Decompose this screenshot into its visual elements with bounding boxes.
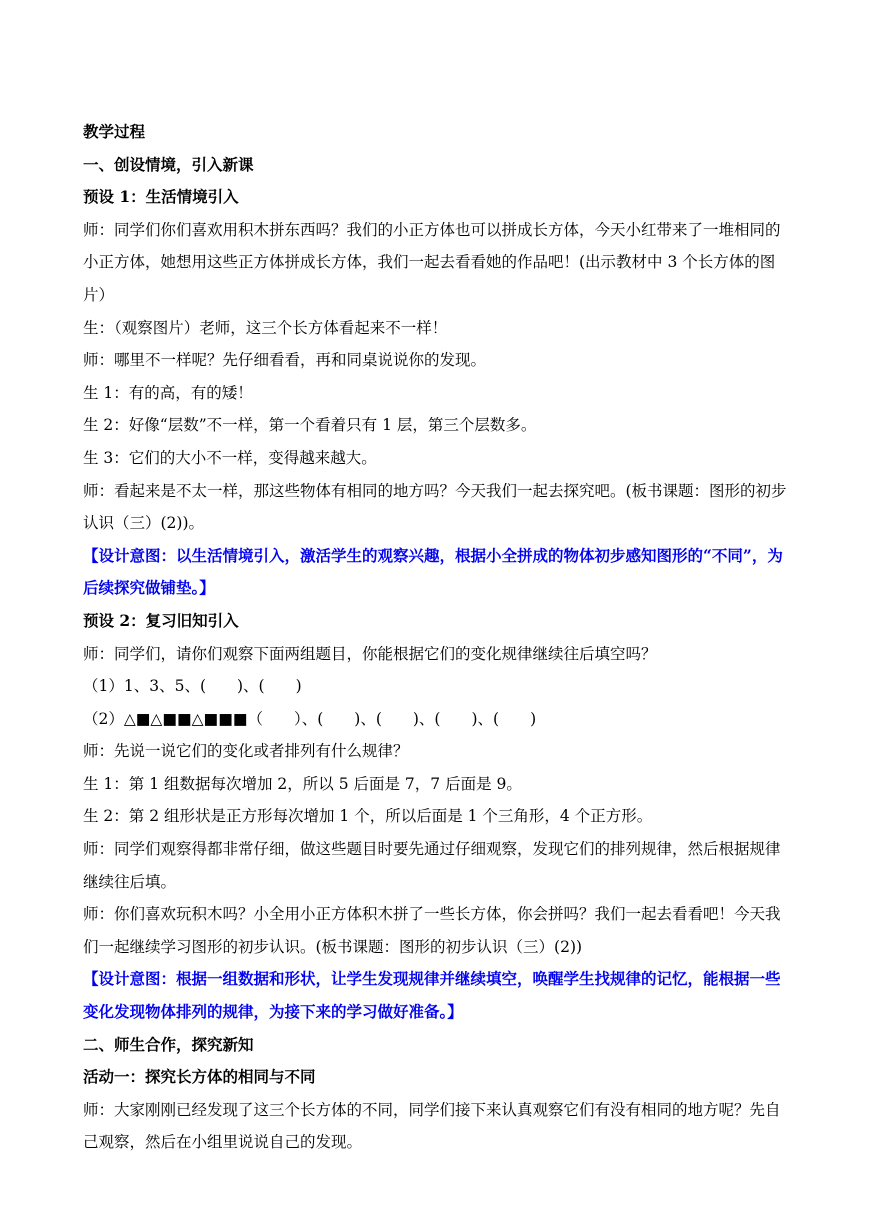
paragraph: 师：你们喜欢玩积木吗？小全用小正方体积木拼了一些长方体，你会拼吗？我们一起去看看吧！今天我们一起继续学习图形的初步认识。(板书课题：图形的初步认识（三）(2))	[83, 905, 781, 956]
activity-heading: 活动一：探究长方体的相同与不同	[83, 1067, 316, 1087]
paragraph: 生 2：第 2 组形状是正方形每次增加 1 个，所以后面是 1 个三角形，4 个正方形。	[83, 807, 653, 826]
subheading-preset-2: 预设 2：复习旧知引入	[83, 610, 239, 630]
section-title: 教学过程	[83, 122, 146, 141]
paragraph: 师：同学们观察得都非常仔细，做这些题目时要先通过仔细观察，发现它们的排列规律，然后根据规律继续往后填。	[83, 840, 781, 891]
design-intent-note: 【设计意图：根据一组数据和形状，让学生发现规律并继续填空，唤醒学生找规律的记忆，能根据一些变化发现物体排列的规律，为接下来的学习做好准备。】	[83, 969, 781, 1022]
document-body	[83, 116, 788, 1159]
paragraph: 生：（观察图片）老师，这三个长方体看起来不一样！	[83, 318, 448, 337]
paragraph: 生 1：有的高，有的矮！	[83, 383, 253, 402]
design-intent-note: 【设计意图：以生活情境引入，激活学生的观察兴趣，根据小全拼成的物体初步感知图形的“不同”，为后续探究做铺垫。】	[83, 545, 783, 598]
paragraph: 生 1：第 1 组数据每次增加 2，所以 5 后面是 7，7 后面是 9。	[83, 774, 522, 793]
paragraph: 师：同学们，请你们观察下面两组题目，你能根据它们的变化规律继续往后填空吗？	[83, 644, 657, 663]
exercise-item-1: （1）1、3、5、( )、( )	[83, 677, 302, 696]
paragraph: 师：哪里不一样呢？先仔细看看，再和同桌说说你的发现。	[83, 351, 487, 370]
paragraph: 师：大家刚刚已经发现了这三个长方体的不同，同学们接下来认真观察它们有没有相同的地方呢？先自己观察，然后在小组里说说自己的发现。	[83, 1100, 781, 1152]
section-heading-2: 二、师生合作，探究新知	[83, 1034, 254, 1054]
paragraph: 生 3：它们的大小不一样，变得越来越大。	[83, 448, 377, 467]
subheading-preset-1: 预设 1：生活情境引入	[83, 187, 239, 207]
paragraph: 师：看起来是不太一样，那这些物体有相同的地方吗？今天我们一起去探究吧。(板书课题：图形的初步认识（三）(2))。	[83, 481, 787, 533]
paragraph: 师：同学们你们喜欢用积木拼东西吗？我们的小正方体也可以拼成长方体，今天小红带来了一堆相同的小正方体，她想用这些正方体拼成长方体，我们一起去看看她的作品吧！(出示教材中 3 个长方体的图片）	[83, 220, 781, 304]
paragraph: 生 2：好像“层数”不一样，第一个看着只有 1 层，第三个层数多。	[83, 416, 537, 435]
section-heading-1: 一、创设情境，引入新课	[83, 154, 254, 174]
exercise-item-2: （2）△■△■■△■■■（ ）、( )、( )、( )、( )	[83, 709, 537, 728]
paragraph: 师：先说一说它们的变化或者排列有什么规律？	[83, 742, 409, 761]
